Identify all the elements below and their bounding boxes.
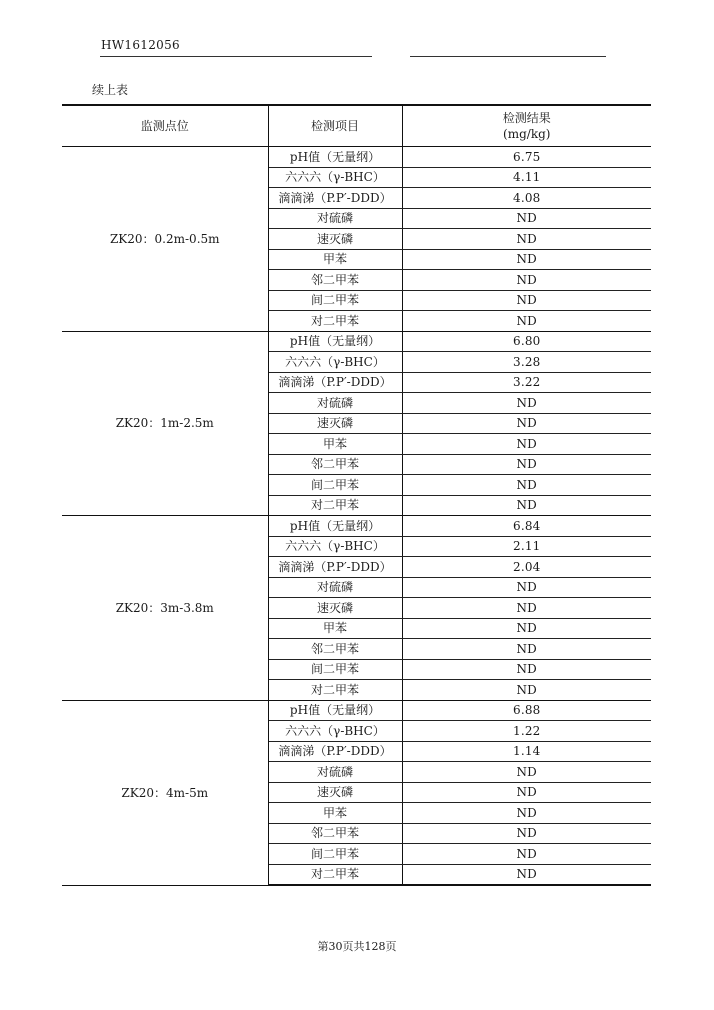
table-header (62, 105, 651, 147)
test-item-cell: 间二甲苯 (268, 475, 402, 496)
test-item-cell: 滴滴涕（P.P′-DDD） (268, 557, 402, 578)
result-value-cell: 2.04 (402, 557, 651, 578)
result-value-cell: 4.08 (402, 188, 651, 209)
column-header-result (402, 105, 651, 147)
test-item-cell: 滴滴涕（P.P′-DDD） (268, 188, 402, 209)
result-value-cell: ND (402, 598, 651, 619)
table-body (62, 147, 651, 886)
test-item-cell: 邻二甲苯 (268, 454, 402, 475)
column-header-result-unit: (mg/kg) (503, 127, 551, 141)
result-value-cell: ND (402, 229, 651, 250)
test-item-cell: 邻二甲苯 (268, 823, 402, 844)
test-item-cell: 邻二甲苯 (268, 639, 402, 660)
result-value-cell: ND (402, 618, 651, 639)
result-value-cell: 2.11 (402, 536, 651, 557)
result-value-cell: ND (402, 495, 651, 516)
test-item-cell: 六六六（γ-BHC） (268, 536, 402, 557)
monitoring-point-cell: ZK20：3m-3.8m (62, 516, 268, 701)
test-item-cell: 甲苯 (268, 249, 402, 270)
test-item-cell: 对二甲苯 (268, 311, 402, 332)
column-header-result-label: 检测结果 (502, 111, 551, 125)
test-item-cell: 滴滴涕（P.P′-DDD） (268, 741, 402, 762)
test-item-cell: 对硫磷 (268, 208, 402, 229)
test-item-cell: 速灭磷 (268, 598, 402, 619)
result-value-cell: ND (402, 413, 651, 434)
result-value-cell: 3.28 (402, 352, 651, 373)
test-item-cell: 六六六（γ-BHC） (268, 352, 402, 373)
test-item-cell: 甲苯 (268, 803, 402, 824)
monitoring-point-cell: ZK20：1m-2.5m (62, 331, 268, 516)
page-number: 第30页共128页 (317, 940, 397, 953)
result-value-cell: ND (402, 864, 651, 885)
monitoring-point-cell: ZK20：4m-5m (62, 700, 268, 885)
header-rule-right (410, 56, 606, 57)
result-value-cell: ND (402, 249, 651, 270)
result-value-cell: ND (402, 208, 651, 229)
monitoring-point-cell: ZK20：0.2m-0.5m (62, 147, 268, 332)
table-row (62, 516, 651, 537)
table-row (62, 700, 651, 721)
result-value-cell: 3.22 (402, 372, 651, 393)
result-value-cell: 1.22 (402, 721, 651, 742)
result-value-cell: ND (402, 762, 651, 783)
result-value-cell: ND (402, 393, 651, 414)
table-row (62, 147, 651, 168)
test-item-cell: pH值（无量纲） (268, 147, 402, 168)
result-value-cell: ND (402, 639, 651, 660)
result-value-cell: ND (402, 270, 651, 291)
test-item-cell: 速灭磷 (268, 229, 402, 250)
table-row (62, 331, 651, 352)
test-item-cell: pH值（无量纲） (268, 700, 402, 721)
result-value-cell: 6.80 (402, 331, 651, 352)
header-rule-left (100, 56, 372, 57)
test-item-cell: 对硫磷 (268, 393, 402, 414)
column-header-point: 监测点位 (62, 105, 268, 147)
test-item-cell: 滴滴涕（P.P′-DDD） (268, 372, 402, 393)
test-item-cell: 对硫磷 (268, 762, 402, 783)
result-value-cell: ND (402, 311, 651, 332)
test-item-cell: 速灭磷 (268, 413, 402, 434)
result-value-cell: 6.84 (402, 516, 651, 537)
test-item-cell: 六六六（γ-BHC） (268, 167, 402, 188)
document-id: HW1612056 (101, 38, 180, 52)
test-item-cell: 对硫磷 (268, 577, 402, 598)
result-value-cell: ND (402, 844, 651, 865)
test-item-cell: 甲苯 (268, 618, 402, 639)
result-value-cell: 4.11 (402, 167, 651, 188)
test-item-cell: 甲苯 (268, 434, 402, 455)
result-value-cell: ND (402, 454, 651, 475)
result-value-cell: ND (402, 475, 651, 496)
header-row (62, 105, 651, 147)
test-item-cell: 间二甲苯 (268, 844, 402, 865)
test-item-cell: 对二甲苯 (268, 680, 402, 701)
test-item-cell: pH值（无量纲） (268, 331, 402, 352)
test-item-cell: pH值（无量纲） (268, 516, 402, 537)
column-header-item: 检测项目 (268, 105, 402, 147)
result-value-cell: ND (402, 290, 651, 311)
result-value-cell: ND (402, 803, 651, 824)
result-value-cell: 6.88 (402, 700, 651, 721)
test-item-cell: 间二甲苯 (268, 659, 402, 680)
result-value-cell: ND (402, 659, 651, 680)
test-item-cell: 速灭磷 (268, 782, 402, 803)
result-value-cell: 1.14 (402, 741, 651, 762)
results-table (62, 104, 651, 886)
result-value-cell: ND (402, 434, 651, 455)
continued-table-label: 续上表 (92, 83, 129, 97)
result-value-cell: ND (402, 577, 651, 598)
result-value-cell: 6.75 (402, 147, 651, 168)
test-item-cell: 对二甲苯 (268, 864, 402, 885)
test-item-cell: 对二甲苯 (268, 495, 402, 516)
result-value-cell: ND (402, 823, 651, 844)
test-item-cell: 六六六（γ-BHC） (268, 721, 402, 742)
result-value-cell: ND (402, 680, 651, 701)
test-item-cell: 邻二甲苯 (268, 270, 402, 291)
test-item-cell: 间二甲苯 (268, 290, 402, 311)
result-value-cell: ND (402, 782, 651, 803)
